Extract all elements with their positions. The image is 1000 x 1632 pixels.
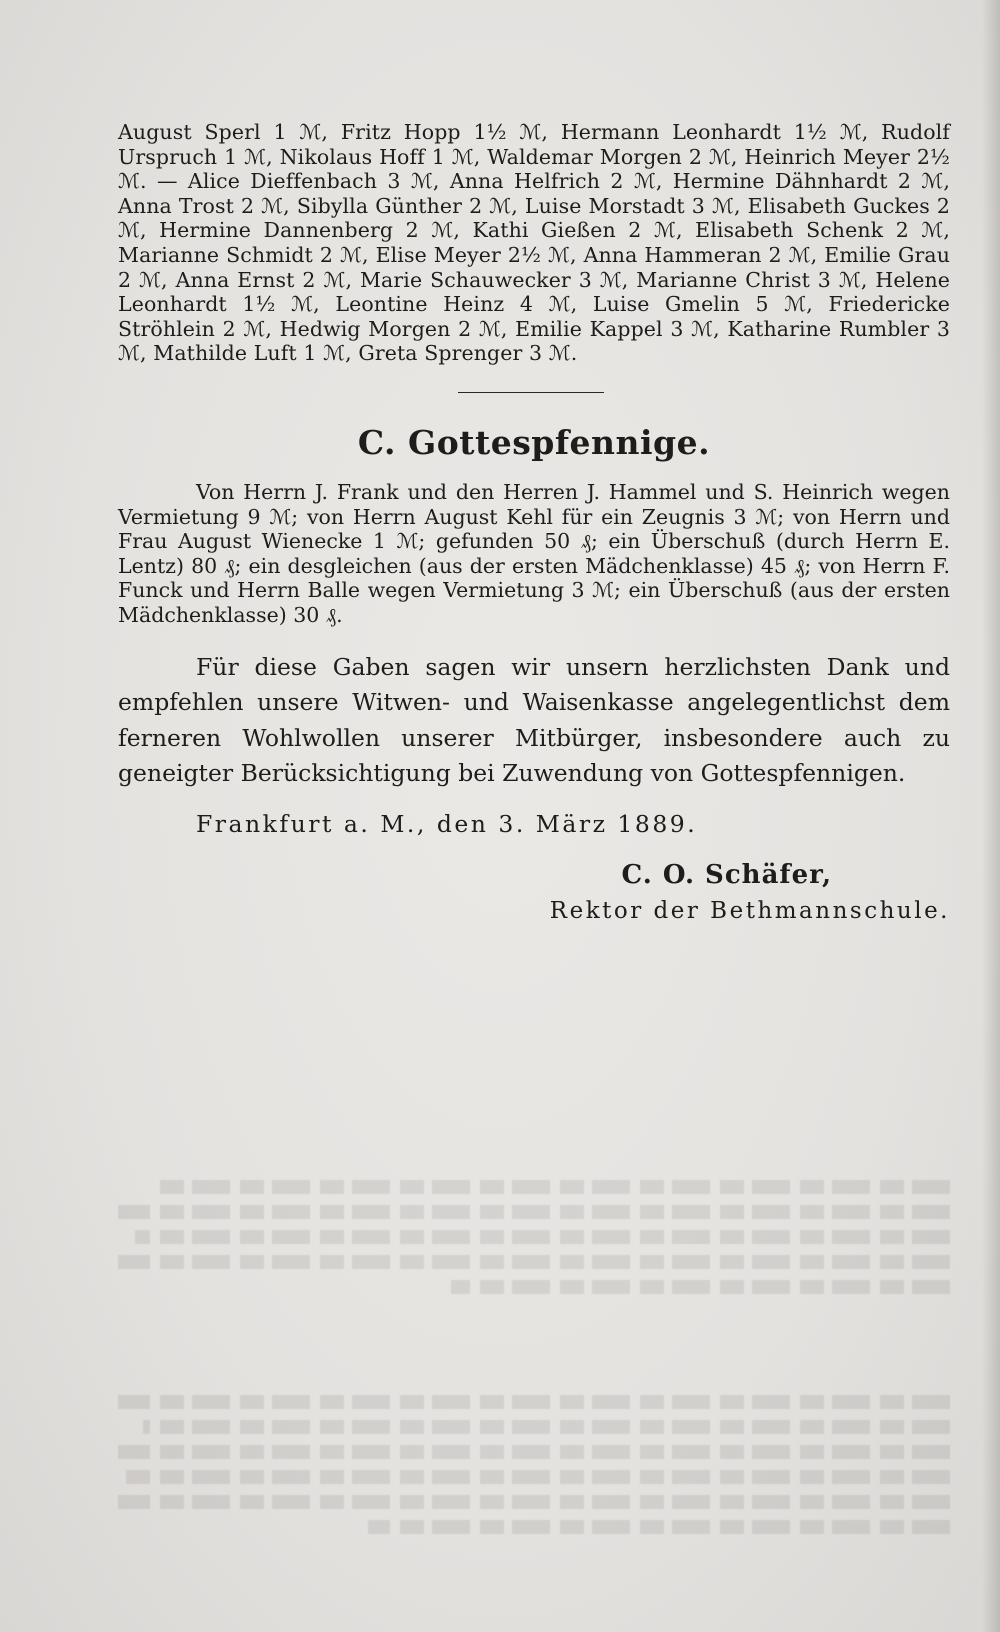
signature-name: C. O. Schäfer, [621, 859, 832, 890]
section-divider [458, 392, 604, 393]
gifts-paragraph: Von Herrn J. Frank und den Herren J. Hammel und S. Heinrich wegen Vermietung 9 ℳ; von Herrn August Kehl für ein Zeugnis 3 ℳ; von Herrn und Frau August Wienecke 1 ℳ; gefunden 50 ₰; ein Überschuß (durch Herrn E. Lentz) 80 ₰; ein desgleichen (aus der ersten Mädchenklasse) 45 ₰; von Herrn F. Funck und Herrn Balle wegen Vermietung 3 ℳ; ein Überschuß (aus der ersten Mädchenklasse) 30 ₰. [118, 479, 950, 627]
signature-title: Rektor der Bethmannschule. [549, 897, 950, 924]
donor-list: August Sperl 1 ℳ, Fritz Hopp 1½ ℳ, Hermann Leonhardt 1½ ℳ, Rudolf Urspruch 1 ℳ, Nikolaus Hoff 1 ℳ, Waldemar Morgen 2 ℳ, Heinrich Meyer 2½ ℳ. — Alice Dieffenbach 3 ℳ, Anna Helfrich 2 ℳ, Hermine Dähnhardt 2 ℳ, Anna Trost 2 ℳ, Sibylla Günther 2 ℳ, Luise Morstadt 3 ℳ, Elisabeth Guckes 2 ℳ, Hermine Dannenberg 2 ℳ, Kathi Gießen 2 ℳ, Elisabeth Schenk 2 ℳ, Marianne Schmidt 2 ℳ, Elise Meyer 2½ ℳ, Anna Hammeran 2 ℳ, Emilie Grau 2 ℳ, Anna Ernst 2 ℳ, Marie Schauwecker 3 ℳ, Marianne Christ 3 ℳ, Helene Leonhardt 1½ ℳ, Leontine Heinz 4 ℳ, Luise Gmelin 5 ℳ, Friedericke Ströhlein 2 ℳ, Hedwig Morgen 2 ℳ, Emilie Kappel 3 ℳ, Katharine Rumbler 3 ℳ, Mathilde Luft 1 ℳ, Greta Sprenger 3 ℳ. [118, 120, 950, 366]
thanks-paragraph: Für diese Gaben sagen wir unsern herzlichsten Dank und empfehlen unsere Witwen- und Waisenkasse angelegentlichst dem ferneren Wohlwollen unserer Mitbürger, insbesondere auch zu geneigter Berücksichtigung bei Zuwendung von Gottespfennigen. [118, 652, 950, 787]
section-title: C. Gottespfennige. [357, 422, 711, 462]
page-edge-shadow [982, 0, 1000, 1632]
show-through-bleed [118, 1180, 950, 1545]
date-line: Frankfurt a. M., den 3. März 1889. [196, 809, 698, 838]
document-body [118, 120, 950, 924]
